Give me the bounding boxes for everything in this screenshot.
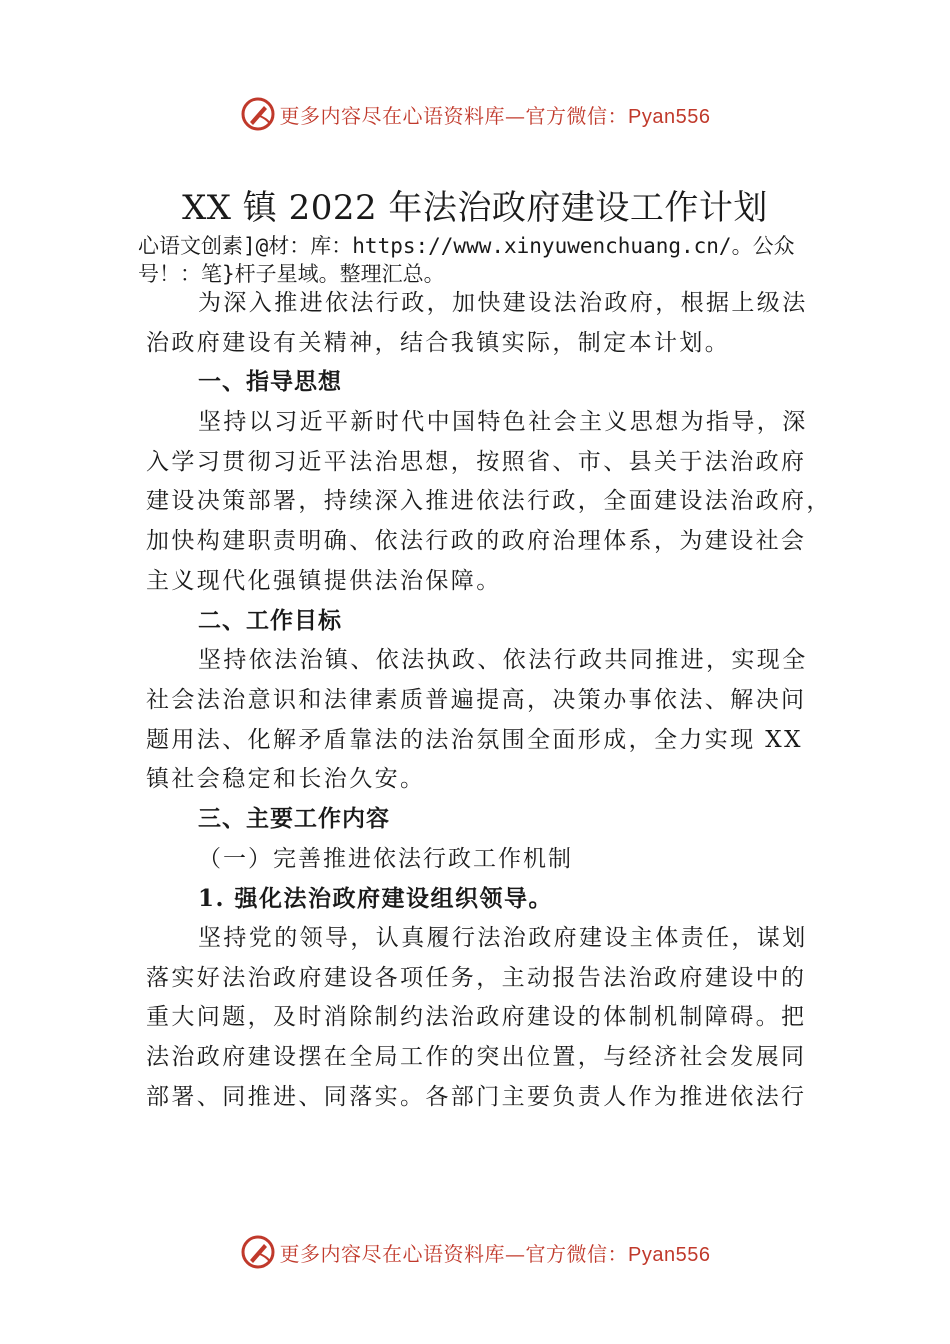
header-watermark-banner: [0, 94, 950, 134]
body-text-line: 加快构建职责明确、依法行政的政府治理体系，为建设社会: [146, 528, 807, 555]
body-text-line: 法治政府建设摆在全局工作的突出位置，与经济社会发展同: [146, 1044, 807, 1071]
section-heading: 一、指导思想: [198, 369, 342, 396]
wechat-id: Pyan556: [628, 1243, 711, 1266]
body-text-line: 题用法、化解矛盾靠法的法治氛围全面形成，全力实现 XX: [146, 726, 803, 753]
section-heading: 三、主要工作内容: [198, 805, 390, 832]
brand-logo-icon: [240, 1234, 276, 1270]
body-text-line: 坚持依法治镇、依法执政、依法行政共同推进，实现全: [198, 647, 808, 674]
body-text-line: 镇社会稳定和长治久安。: [146, 766, 426, 793]
banner-text: 更多内容尽在心语资料库—官方微信：Pyan556: [279, 103, 711, 128]
body-text-line: 建设决策部署，持续深入推进依法行政，全面建设法治政府，: [146, 488, 832, 515]
footer-watermark-banner: [0, 1232, 950, 1272]
brand-logo-icon: [240, 96, 276, 132]
banner-text: 更多内容尽在心语资料库—官方微信：Pyan556: [279, 1241, 711, 1266]
body-text-line: 坚持党的领导，认真履行法治政府建设主体责任，谋划: [198, 925, 808, 951]
body-text-line: 治政府建设有关精神，结合我镇实际，制定本计划。: [146, 329, 731, 356]
body-text-line: 坚持以习近平新时代中国特色社会主义思想为指导，深: [198, 409, 808, 436]
body-text-line: 部署、同推进、同落实。各部门主要负责人作为推进依法行: [146, 1083, 807, 1110]
section-heading: 二、工作目标: [198, 607, 342, 634]
body-text-line: 重大问题，及时消除制约法治政府建设的体制机制障碍。把: [146, 1004, 807, 1031]
body-text-line: 落实好法治政府建设各项任务，主动报告法治政府建设中的: [146, 964, 807, 991]
source-line: 心语文创素]@材：库：https://www.xinyuwenchuang.cn/。公众号！：笔}杆子星域。整理汇总。: [138, 234, 795, 286]
section-heading: （一）完善推进依法行政工作机制: [198, 845, 573, 872]
wechat-id: Pyan556: [628, 105, 711, 128]
document-title: XX 镇 2022 年法治政府建设工作计划: [182, 188, 768, 228]
body-text-line: 社会法治意识和法律素质普遍提高，决策办事依法、解决问: [146, 686, 807, 713]
body-text-line: 主义现代化强镇提供法治保障。: [146, 567, 502, 594]
document-body: [146, 284, 832, 1117]
body-text-line: 为深入推进依法行政，加快建设法治政府，根据上级法: [198, 290, 808, 316]
body-text-line: 入学习贯彻习近平法治思想，按照省、市、县关于法治政府: [146, 448, 807, 475]
section-heading: 1. 强化法治政府建设组织领导。: [198, 885, 554, 913]
